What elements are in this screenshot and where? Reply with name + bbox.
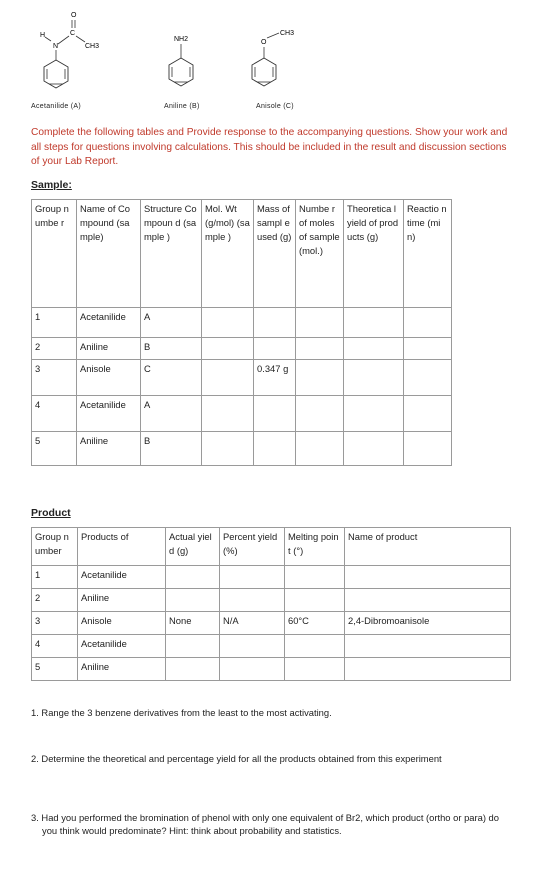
cell-melting-point[interactable]: 60°C: [285, 612, 345, 635]
cell-group[interactable]: 3: [32, 360, 77, 396]
table-row: [32, 589, 511, 612]
cell-products-of[interactable]: Acetanilide: [78, 635, 166, 658]
cell-mol-wt[interactable]: [202, 308, 254, 338]
header-mol-wt: Mol. Wt (g/mol) (sample ): [202, 200, 254, 308]
header-melting-point: Melting point (°): [285, 528, 345, 566]
cell-name[interactable]: Aniline: [77, 432, 141, 466]
cell-mol-wt[interactable]: [202, 338, 254, 360]
anisole-label: Anisole (C): [256, 103, 294, 110]
sample-table: [31, 199, 452, 466]
header-name-of-product: Name of product: [345, 528, 511, 566]
cell-name[interactable]: Acetanilide: [77, 308, 141, 338]
cell-actual-yield[interactable]: [166, 635, 220, 658]
cell-product-name[interactable]: 2,4-Dibromoanisole: [345, 612, 511, 635]
header-reaction-time: Reactio n time (min): [404, 200, 452, 308]
anisole-structure: [244, 20, 314, 104]
cell-products-of[interactable]: Aniline: [78, 658, 166, 681]
cell-mol-wt[interactable]: [202, 396, 254, 432]
cell-group[interactable]: 1: [32, 566, 78, 589]
cell-product-name[interactable]: [345, 566, 511, 589]
cell-mol-wt[interactable]: [202, 360, 254, 396]
acetanilide-structure: [25, 4, 135, 104]
atom-label-o: O: [71, 12, 77, 19]
table-row: [32, 635, 511, 658]
header-theoretical-yield: Theoretica l yield of products (g): [344, 200, 404, 308]
cell-structure[interactable]: A: [141, 396, 202, 432]
cell-actual-yield[interactable]: None: [166, 612, 220, 635]
cell-structure[interactable]: B: [141, 432, 202, 466]
instructions-text: Complete the following tables and Provide response to the accompanying questions. Show your work and all steps for questions involving calculations. This should be included in the result and discussion sections of your Lab Report.: [31, 127, 508, 167]
cell-percent-yield[interactable]: [220, 658, 285, 681]
cell-mass[interactable]: [254, 396, 296, 432]
cell-name[interactable]: Aniline: [77, 338, 141, 360]
atom-label-nh2: NH2: [174, 36, 189, 43]
cell-theoretical-yield[interactable]: [344, 338, 404, 360]
cell-actual-yield[interactable]: [166, 589, 220, 612]
cell-mass[interactable]: [254, 338, 296, 360]
cell-structure[interactable]: B: [141, 338, 202, 360]
question-2: 2. Determine the theoretical and percentage yield for all the products obtained from this experiment: [31, 753, 442, 764]
acetanilide-label: Acetanilide (A): [31, 103, 82, 110]
header-products-of: Products of: [78, 528, 166, 566]
product-title: Product: [31, 507, 71, 519]
product-table: [31, 527, 511, 681]
cell-product-name[interactable]: [345, 635, 511, 658]
cell-melting-point[interactable]: [285, 566, 345, 589]
aniline-label: Aniline (B): [164, 103, 200, 110]
cell-structure[interactable]: A: [141, 308, 202, 338]
cell-theoretical-yield[interactable]: [344, 396, 404, 432]
cell-theoretical-yield[interactable]: [344, 308, 404, 338]
header-number-of-moles: Numbe r of moles of sample (mol.): [296, 200, 344, 308]
cell-name[interactable]: Acetanilide: [77, 396, 141, 432]
cell-melting-point[interactable]: [285, 589, 345, 612]
cell-group[interactable]: 5: [32, 658, 78, 681]
atom-label-o: O: [261, 39, 267, 46]
cell-melting-point[interactable]: [285, 658, 345, 681]
cell-reaction-time[interactable]: [404, 432, 452, 466]
question-1: 1. Range the 3 benzene derivatives from the least to the most activating.: [31, 707, 332, 718]
cell-group[interactable]: 2: [32, 589, 78, 612]
cell-moles[interactable]: [296, 360, 344, 396]
cell-products-of[interactable]: Acetanilide: [78, 566, 166, 589]
table-row: [32, 432, 452, 466]
atom-label-ch3: CH3: [280, 30, 295, 37]
cell-percent-yield[interactable]: [220, 566, 285, 589]
cell-group[interactable]: 4: [32, 396, 77, 432]
cell-moles[interactable]: [296, 308, 344, 338]
atom-label-ch3: CH3: [85, 43, 100, 50]
cell-mass[interactable]: [254, 432, 296, 466]
cell-reaction-time[interactable]: [404, 396, 452, 432]
cell-products-of[interactable]: Aniline: [78, 589, 166, 612]
atom-label-h: H: [40, 32, 46, 39]
question-3: 3. Had you performed the bromination of phenol with only one equivalent of Br2, which product (ortho or para) do you think would predominate? Hint: think about probability and statistics.: [31, 812, 499, 836]
header-mass-used: Mass of sampl e used (g): [254, 200, 296, 308]
cell-moles[interactable]: [296, 432, 344, 466]
cell-theoretical-yield[interactable]: [344, 432, 404, 466]
cell-products-of[interactable]: Anisole: [78, 612, 166, 635]
cell-product-name[interactable]: [345, 589, 511, 612]
table-row: [32, 308, 452, 338]
cell-percent-yield[interactable]: [220, 635, 285, 658]
sample-title: Sample:: [31, 179, 72, 191]
table-row: [32, 658, 511, 681]
cell-moles[interactable]: [296, 396, 344, 432]
atom-label-n: N: [53, 43, 59, 50]
cell-mass[interactable]: 0.347 g: [254, 360, 296, 396]
aniline-structure: [160, 28, 210, 104]
cell-mass[interactable]: [254, 308, 296, 338]
cell-structure[interactable]: C: [141, 360, 202, 396]
cell-group[interactable]: 1: [32, 308, 77, 338]
header-name-of-compound: Name of Compound (sample): [77, 200, 141, 308]
header-percent-yield: Percent yield (%): [220, 528, 285, 566]
cell-actual-yield[interactable]: [166, 658, 220, 681]
table-row: [32, 566, 511, 589]
cell-percent-yield[interactable]: [220, 589, 285, 612]
cell-group[interactable]: 5: [32, 432, 77, 466]
header-structure: Structure Compoun d (sample ): [141, 200, 202, 308]
cell-reaction-time[interactable]: [404, 308, 452, 338]
cell-group[interactable]: 4: [32, 635, 78, 658]
cell-reaction-time[interactable]: [404, 338, 452, 360]
header-group-number: Group number: [32, 528, 78, 566]
cell-reaction-time[interactable]: [404, 360, 452, 396]
atom-label-c: C: [70, 30, 76, 37]
header-group-number: Group numbe r: [32, 200, 77, 308]
table-row: [32, 360, 452, 396]
header-actual-yield: Actual yield (g): [166, 528, 220, 566]
cell-melting-point[interactable]: [285, 635, 345, 658]
cell-theoretical-yield[interactable]: [344, 360, 404, 396]
table-row: [32, 396, 452, 432]
cell-name[interactable]: Anisole: [77, 360, 141, 396]
table-row: [32, 338, 452, 360]
sample-header-row: [32, 200, 452, 308]
cell-moles[interactable]: [296, 338, 344, 360]
table-row: [32, 612, 511, 635]
cell-group[interactable]: 3: [32, 612, 78, 635]
cell-group[interactable]: 2: [32, 338, 77, 360]
cell-percent-yield[interactable]: N/A: [220, 612, 285, 635]
cell-actual-yield[interactable]: [166, 566, 220, 589]
product-header-row: [32, 528, 511, 566]
cell-mol-wt[interactable]: [202, 432, 254, 466]
cell-product-name[interactable]: [345, 658, 511, 681]
